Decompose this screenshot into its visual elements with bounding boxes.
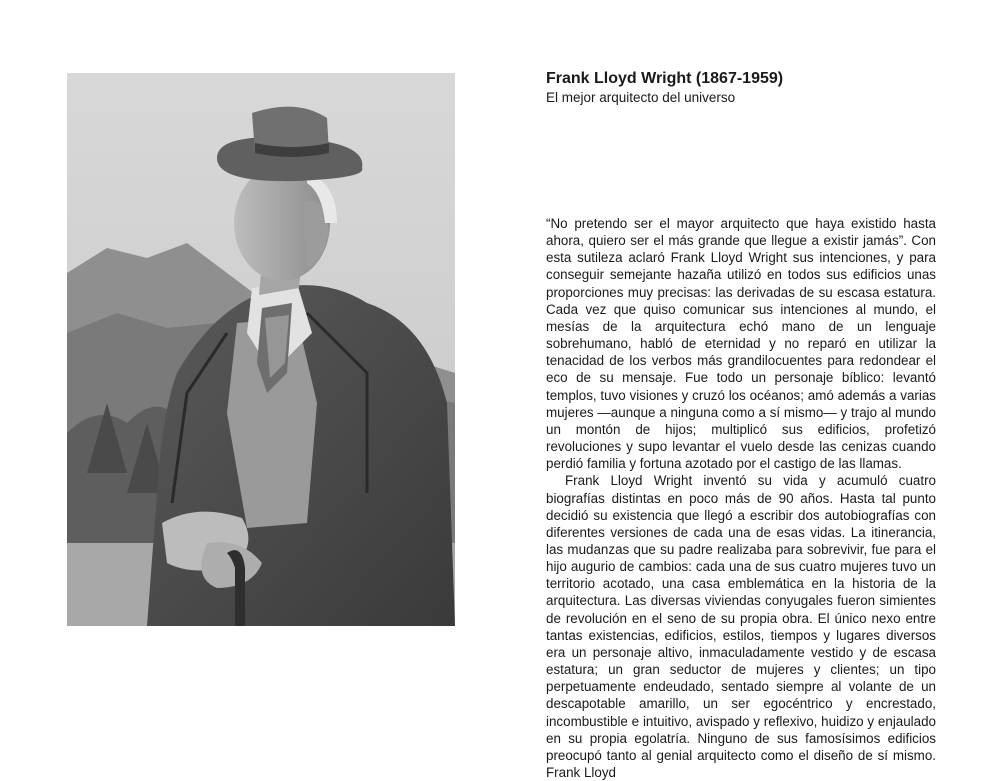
article-body bbox=[546, 215, 936, 781]
portrait-illustration bbox=[67, 73, 455, 626]
portrait-photo bbox=[67, 73, 455, 626]
page-subtitle: El mejor arquitecto del universo bbox=[546, 90, 736, 105]
paragraph-1: “No pretendo ser el mayor arquitecto que haya existido hasta ahora, quiero ser el más grande que llegue a existir jamás”. Con esta sutileza aclaró Frank Lloyd Wright sus intenciones, y para conseguir semejante hazaña utilizó en todos sus edificios unas proporciones muy precisas: las derivadas de su escasa estatura. Cada vez que quiso comunicar sus intenciones al mundo, el mesías de la arquitectura echó mano de un lenguaje sobrehumano, habló de eternidad y no reparó en utilizar la tenacidad de los verbos más grandilocuentes para redondear el eco de su mensaje. Fue todo un personaje bíblico: levantó templos, tuvo visiones y cruzó los océanos; amó además a varias mujeres —aunque a ninguna como a sí mismo— y trajo al mundo un montón de hijos; multiplicó sus edificios, profetizó revoluciones y supo levantar el vuelo desde las cenizas cuando perdió familia y fortuna azotado por el castigo de las llamas. bbox=[546, 216, 936, 472]
article-header bbox=[546, 69, 936, 106]
page-title: Frank Lloyd Wright (1867-1959) bbox=[546, 70, 784, 87]
paragraph-2: Frank Lloyd Wright inventó su vida y acumuló cuatro biografías distintas en poco más de 90 años. Hasta tal punto decidió su existencia que llegó a escribir dos autobiografías con diferentes versiones de cada una de esas vidas. La itinerancia, las mudanzas que su padre realizaba para sobrevivir, fue para el hijo augurio de cambios: cada una de sus cuatro mujeres tuvo un territorio acotado, una casa emblemática en la historia de la arquitectura. Las diversas viviendas conyugales fueron simientes de revolución en el seno de su propia obra. El único nexo entre tantas existencias, edificios, estilos, tiempos y lugares diversos era un personaje altivo, inmaculadamente vestido y de escasa estatura; un gran seductor de mujeres y clientes; un tipo perpetuamente endeudado, sentado siempre al volante de un descapotable amarillo, un ser egocéntrico y encrestado, incombustible e intuitivo, avispado y reflexivo, huidizo y enjaulado en su propia egolatría. Ninguno de sus famosísimos edificios preocupó tanto al genial arquitecto como el diseño de sí mismo. Frank Lloyd bbox=[546, 473, 936, 780]
